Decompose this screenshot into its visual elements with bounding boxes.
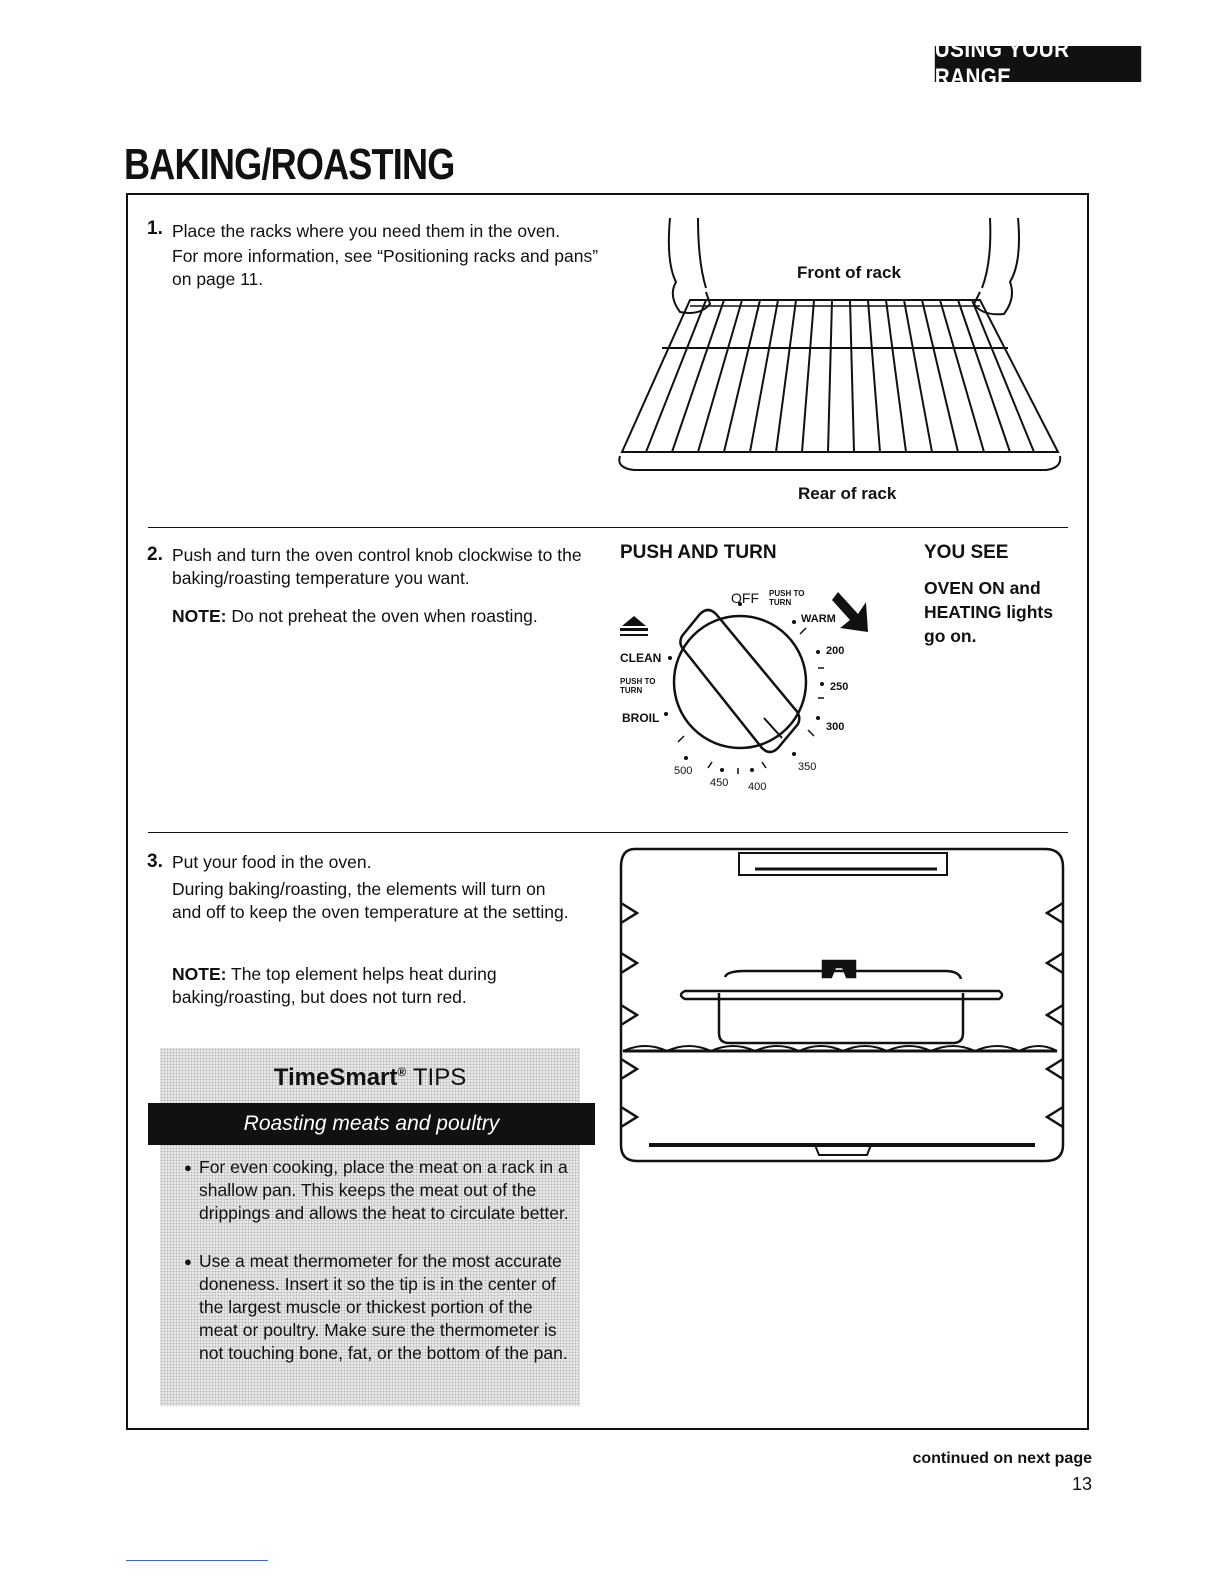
tips-registered-mark: ® bbox=[397, 1065, 407, 1079]
push-and-turn-heading: PUSH AND TURN bbox=[620, 542, 777, 563]
knob-temp-350: 350 bbox=[798, 761, 817, 773]
bullet-icon: ● bbox=[184, 1160, 192, 1175]
step-3-number: 3. bbox=[147, 851, 163, 872]
oven-rack-illustration bbox=[610, 212, 1070, 502]
step-3-text: Put your food in the oven. bbox=[172, 852, 372, 872]
frame-bottom-border bbox=[126, 1428, 1089, 1430]
step-1-paragraph: For more information, see “Positioning racks and pans” on page 11. bbox=[172, 246, 599, 289]
knob-temp-450: 450 bbox=[710, 777, 729, 789]
knob-off-label: OFF bbox=[731, 590, 759, 606]
note-text: Do not preheat the oven when roasting. bbox=[226, 606, 538, 626]
knob-broil-label: BROIL bbox=[622, 711, 660, 725]
step-1-number: 1. bbox=[147, 218, 163, 239]
step-2-text: Push and turn the oven control knob clockwise to the baking/roasting temperature you want. bbox=[172, 545, 582, 588]
tips-suffix: TIPS bbox=[412, 1064, 467, 1091]
knob-push-to-turn-top: PUSH TO TURN bbox=[769, 589, 805, 607]
section-divider-1 bbox=[148, 527, 1068, 528]
tip-item-1: For even cooking, place the meat on a rack in a shallow pan. This keeps the meat out of the drippings and allows the heat to circulate better. bbox=[199, 1157, 569, 1223]
step-3-note bbox=[172, 963, 552, 1009]
knob-temp-250: 250 bbox=[830, 681, 849, 693]
continued-note: continued on next page bbox=[912, 1450, 1092, 1467]
note-text: The top element helps heat during baking/roasting, but does not turn red. bbox=[172, 964, 497, 1007]
tips-brand: TimeSmart bbox=[273, 1064, 398, 1091]
bottom-rule bbox=[126, 1560, 268, 1561]
page-number: 13 bbox=[1071, 1474, 1092, 1494]
you-see-text: OVEN ON and HEATING lights go on. bbox=[924, 578, 1053, 646]
you-see-heading: YOU SEE bbox=[924, 542, 1009, 563]
knob-temp-200: 200 bbox=[826, 645, 845, 657]
frame-right-border bbox=[1087, 193, 1089, 1430]
knob-clean-label: CLEAN bbox=[620, 651, 662, 665]
section-tab: USING YOUR RANGE bbox=[935, 46, 1141, 82]
frame-left-border bbox=[126, 193, 128, 1430]
knob-temp-300: 300 bbox=[826, 721, 845, 733]
frame-top-border bbox=[126, 193, 1089, 195]
tips-heading bbox=[160, 1064, 580, 1092]
knob-push-to-turn-left: PUSH TO TURN bbox=[620, 677, 656, 695]
tips-bar-title: Roasting meats and poultry bbox=[148, 1103, 595, 1145]
oven-cavity-illustration bbox=[615, 845, 1065, 1165]
step-1-text: Place the racks where you need them in the oven. bbox=[172, 221, 561, 241]
step-2-number: 2. bbox=[147, 544, 163, 565]
note-label: NOTE: bbox=[172, 964, 227, 984]
front-of-rack-label: Front of rack bbox=[797, 263, 901, 282]
knob-warm-label: WARM bbox=[801, 613, 836, 625]
note-label: NOTE: bbox=[172, 606, 227, 626]
section-divider-2 bbox=[148, 832, 1068, 833]
tip-item-2: Use a meat thermometer for the most accurate doneness. Insert it so the tip is in the center of the largest muscle or thickest portion of the meat or poultry. Make sure the thermometer is not touching bone, fat, or the bottom of the pan. bbox=[199, 1251, 568, 1363]
step-2-note bbox=[172, 605, 602, 628]
knob-temp-500: 500 bbox=[674, 765, 693, 777]
bullet-icon: ● bbox=[184, 1254, 192, 1269]
step-3-paragraph: During baking/roasting, the elements will turn on and off to keep the oven temperature at the setting. bbox=[172, 879, 569, 922]
rear-of-rack-label: Rear of rack bbox=[798, 484, 897, 503]
page-title: BAKING/ROASTING bbox=[124, 140, 455, 189]
knob-temp-400: 400 bbox=[748, 781, 767, 793]
